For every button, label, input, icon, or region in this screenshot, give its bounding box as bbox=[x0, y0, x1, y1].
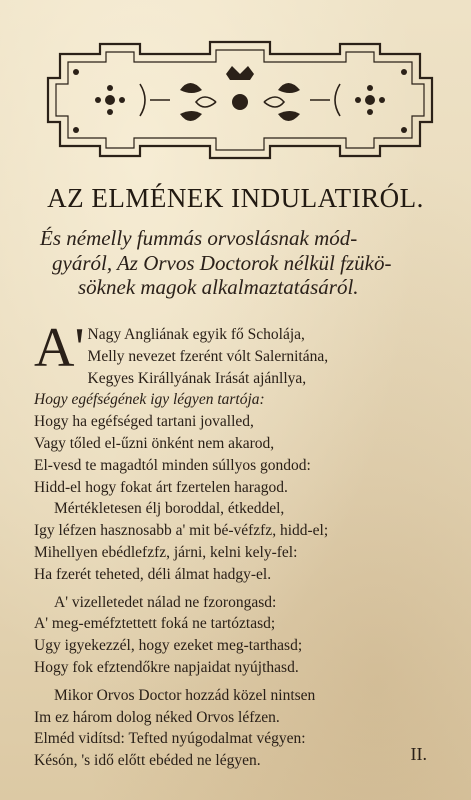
subtitle-line: gyáról, Az Orvos Doctorok nélkül fzükö- bbox=[52, 250, 392, 275]
subtitle-line: söknek magok alkalmaztatásáról. bbox=[78, 275, 359, 299]
verse-line: Elméd vidítsd: Tefted nyúgodalmat végyen: bbox=[34, 730, 306, 748]
verse-line: A' vizelletedet nálad ne fzorongasd: bbox=[54, 593, 277, 611]
verse-line: A' meg-eméfztettett foká ne tartóztasd; bbox=[34, 615, 276, 633]
verse-line: Hidd-el hogy fokat árt fzertelen haragod. bbox=[34, 478, 288, 496]
decorative-headpiece bbox=[40, 34, 440, 166]
subtitle-line: És némelly fummás orvoslásnak mód- bbox=[40, 226, 358, 250]
verse-line: Ha fzerét teheted, déli álmat hadgy-el. bbox=[34, 565, 272, 583]
verse-line: Melly nevezet fzerént vólt Salernitána, bbox=[87, 347, 329, 365]
verse-line: Vagy tőled el-űzni önként nem akarod, bbox=[34, 434, 275, 452]
verse-line: Ugy igyekezzél, hogy ezeket meg-tarthasd; bbox=[34, 637, 303, 655]
verse-line: Mihellyen ebédlefzfz, járni, kelni kely-fel: bbox=[34, 543, 298, 561]
verse-line: Igy léfzen hasznosabb a' mit bé-véfzfz, hidd-el; bbox=[34, 522, 329, 540]
page-number: II. bbox=[410, 744, 427, 764]
verse-line: Hogy ha egéfséged tartani jovalled, bbox=[34, 413, 254, 431]
verse-line: El-vesd te magadtól minden súllyos gondod: bbox=[34, 456, 311, 474]
verse-line: Im ez három dolog néked Orvos léfzen. bbox=[34, 708, 280, 726]
verse-line: Késón, 's idő előtt ebéded ne légyen. bbox=[34, 752, 261, 770]
chapter-subtitle bbox=[40, 226, 440, 300]
verse-line: Mértékletesen élj boroddal, étkeddel, bbox=[54, 500, 285, 518]
chapter-title: AZ ELMÉNEK INDULATIRÓL. bbox=[47, 183, 424, 213]
poem-text bbox=[34, 317, 444, 772]
drop-cap: A' bbox=[34, 317, 85, 379]
verse-line: Hogy fok efztendőkre napjaidat nyújthasd. bbox=[34, 658, 299, 676]
verse-line: Hogy egéfségének igy légyen tartója: bbox=[34, 391, 265, 409]
verse-line: Mikor Orvos Doctor hozzád közel nintsen bbox=[54, 686, 316, 704]
verse-line: Nagy Angliának egyik fő Scholája, bbox=[87, 326, 305, 343]
verse-line: Kegyes Királlyának Irását ajánllya, bbox=[87, 369, 307, 387]
